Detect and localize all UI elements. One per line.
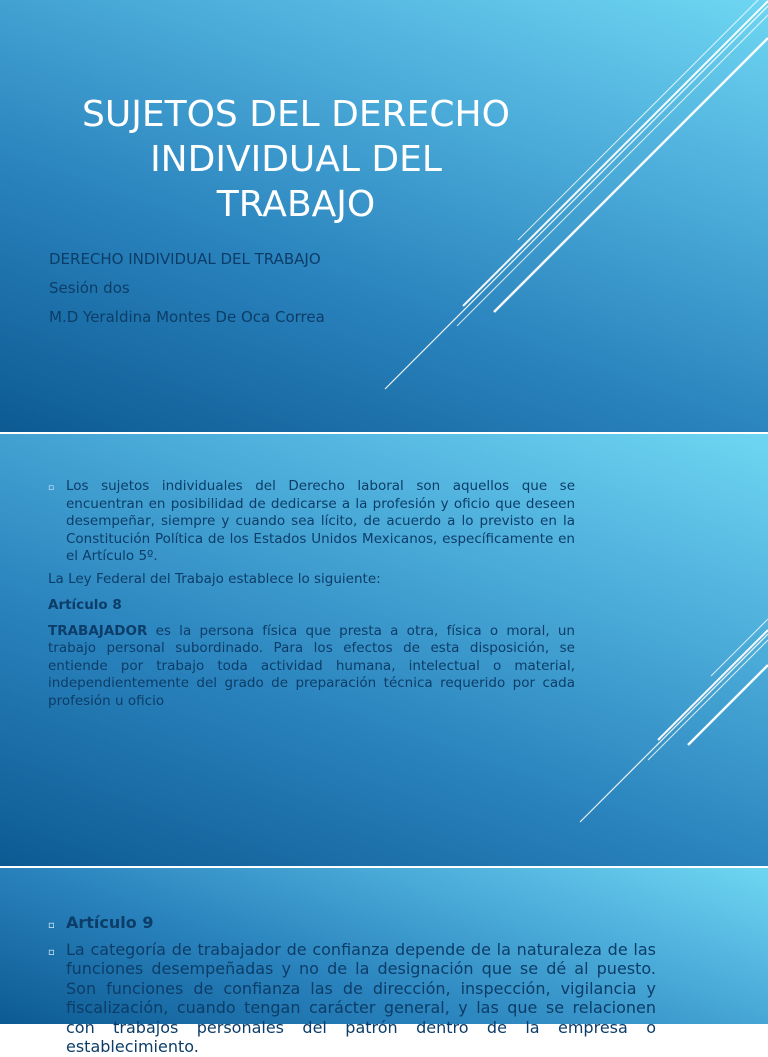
subtitle-course: DERECHO INDIVIDUAL DEL TRABAJO: [49, 250, 321, 268]
list-item: [48, 913, 656, 933]
list-item: [48, 940, 656, 1057]
bullet-text: Los sujetos individuales del Derecho laboral son aquellos que se encuentran en posibilidad de dedicarse a la profesión y oficio que deseen desempeñar, siempre y cuando sea lícito, de acuerdo a lo previsto en la Constitución Política de los Estados Unidos Mexicanos, específicamente en el Artículo 5º.: [66, 478, 575, 564]
article-heading: Artículo 8: [48, 597, 122, 613]
slide-title: [48, 92, 544, 227]
definition-text: es la persona física que presta a otra, física o moral, un trabajo personal subordinado. Para los efectos de esta disposición, se entiende por trabajo toda actividad humana, intelectual o material, independientemente del grado de preparación técnica requerido por cada profesión u oficio: [48, 622, 575, 709]
definition-term: TRABAJADOR: [48, 622, 148, 639]
article-heading: Artículo 9: [66, 913, 154, 932]
law-intro: La Ley Federal del Trabajo establece lo siguiente:: [48, 570, 381, 587]
content-slide-articulo-8: [0, 434, 768, 866]
subtitle-session: Sesión dos: [49, 279, 130, 297]
slide-body: [48, 913, 656, 1057]
list-item: [48, 478, 575, 566]
title-slide: [0, 0, 768, 432]
square-bullet-icon: ▫: [48, 920, 55, 931]
subtitle-author: M.D Yeraldina Montes De Oca Correa: [49, 308, 325, 326]
square-bullet-icon: ▫: [48, 483, 55, 493]
content-slide-articulo-9: [0, 868, 768, 1056]
slide-body: [48, 478, 575, 710]
slide-subtitle: [49, 245, 325, 332]
square-bullet-icon: ▫: [48, 946, 55, 958]
title-line-1: SUJETOS DEL DERECHO: [82, 94, 510, 135]
title-line-3: TRABAJO: [216, 184, 376, 225]
article-paragraph: La categoría de trabajador de confianza depende de la naturaleza de las funciones desempeñadas y no de la designación que se dé al puesto. Son funciones de confianza las de dirección, inspección, vigilancia y fiscalización, cuando tengan carácter general, y las que se relacionen con trabajos personales del patrón dentro de la empresa o establecimiento.: [66, 939, 656, 1056]
title-line-2: INDIVIDUAL DEL: [150, 139, 442, 180]
definition-paragraph: [48, 623, 575, 711]
